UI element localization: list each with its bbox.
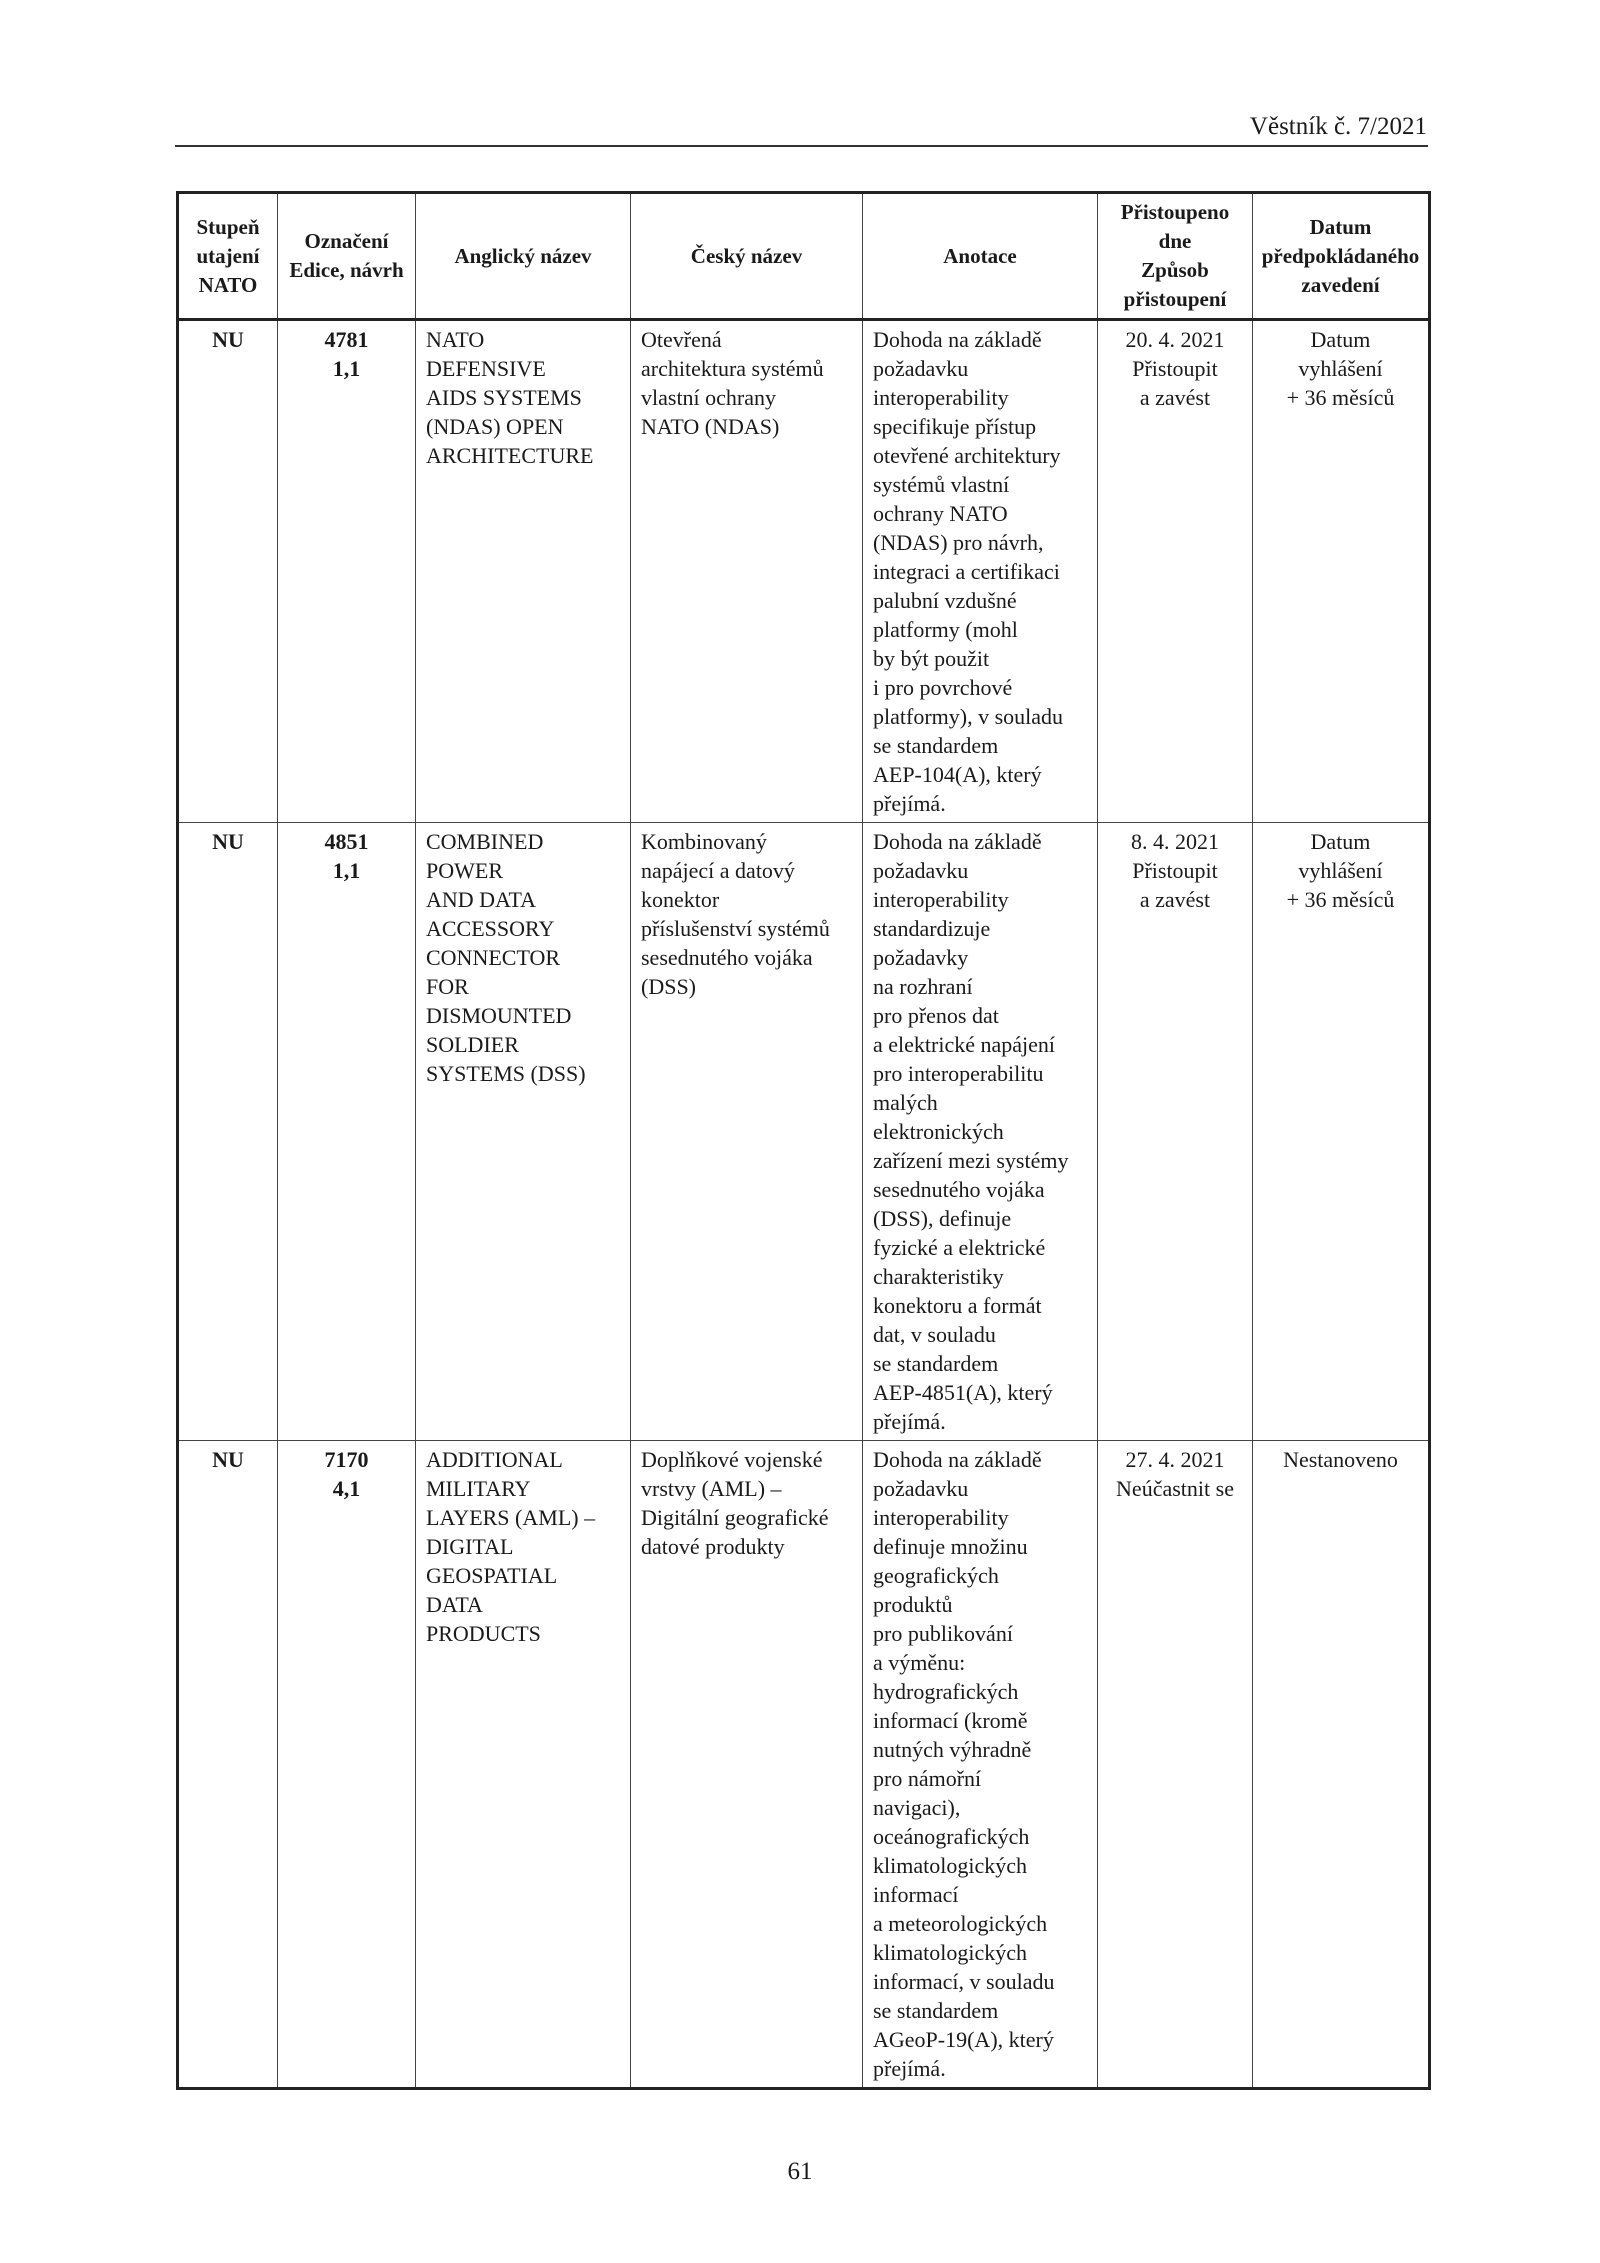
cell-czech-name: Doplňkové vojenské vrstvy (AML) – Digitální geografické datové produkty	[631, 1441, 863, 2089]
column-header-accession: Přistoupeno dne Způsob přistoupení	[1098, 193, 1253, 320]
cell-classification: NU	[178, 1441, 278, 2089]
cell-implementation: Datum vyhlášení + 36 měsíců	[1253, 320, 1430, 823]
cell-english-name: ADDITIONAL MILITARY LAYERS (AML) – DIGITAL GEOSPATIAL DATA PRODUCTS	[416, 1441, 631, 2089]
cell-accession: 8. 4. 2021 Přistoupit a zavést	[1098, 823, 1253, 1441]
table-row	[178, 320, 1430, 823]
table-header-row	[178, 193, 1430, 320]
cell-designation: 4851 1,1	[278, 823, 416, 1441]
column-header-english-name: Anglický název	[416, 193, 631, 320]
column-header-annotation: Anotace	[863, 193, 1098, 320]
cell-accession: 27. 4. 2021 Neúčastnit se	[1098, 1441, 1253, 2089]
table-row	[178, 1441, 1430, 2089]
page-header-title: Věstník č. 7/2021	[1249, 113, 1427, 140]
column-header-designation: Označení Edice, návrh	[278, 193, 416, 320]
column-header-implementation: Datum předpokládaného zavedení	[1253, 193, 1430, 320]
cell-implementation: Datum vyhlášení + 36 měsíců	[1253, 823, 1430, 1441]
cell-implementation: Nestanoveno	[1253, 1441, 1430, 2089]
header-divider	[175, 145, 1428, 147]
table-body	[178, 320, 1430, 2089]
cell-classification: NU	[178, 320, 278, 823]
table-header	[178, 193, 1430, 320]
page-number: 61	[787, 2158, 813, 2185]
cell-classification: NU	[178, 823, 278, 1441]
cell-designation: 7170 4,1	[278, 1441, 416, 2089]
cell-czech-name: Kombinovaný napájecí a datový konektor příslušenství systémů sesednutého vojáka (DSS)	[631, 823, 863, 1441]
column-header-classification: Stupeň utajení NATO	[178, 193, 278, 320]
column-header-czech-name: Český název	[631, 193, 863, 320]
cell-english-name: NATO DEFENSIVE AIDS SYSTEMS (NDAS) OPEN ARCHITECTURE	[416, 320, 631, 823]
cell-designation: 4781 1,1	[278, 320, 416, 823]
cell-english-name: COMBINED POWER AND DATA ACCESSORY CONNECTOR FOR DISMOUNTED SOLDIER SYSTEMS (DSS)	[416, 823, 631, 1441]
cell-annotation: Dohoda na základě požadavku interoperability specifikuje přístup otevřené architektury systémů vlastní ochrany NATO (NDAS) pro návrh, integraci a certifikaci palubní vzdušné platformy (mohl by být použit i pro povrchové platformy), v souladu se standardem AEP-104(A), který přejímá.	[863, 320, 1098, 823]
cell-accession: 20. 4. 2021 Přistoupit a zavést	[1098, 320, 1253, 823]
cell-annotation: Dohoda na základě požadavku interoperability definuje množinu geografických produktů pro publikování a výměnu: hydrografických informací (kromě nutných výhradně pro námořní navigaci), oceánografických klimatologických informací a meteorologických klimatologických informací, v souladu se standardem AGeoP-19(A), který přejímá.	[863, 1441, 1098, 2089]
cell-annotation: Dohoda na základě požadavku interoperability standardizuje požadavky na rozhraní pro přenos dat a elektrické napájení pro interoperabilitu malých elektronických zařízení mezi systémy sesednutého vojáka (DSS), definuje fyzické a elektrické charakteristiky konektoru a formát dat, v souladu se standardem AEP-4851(A), který přejímá.	[863, 823, 1098, 1441]
table-row	[178, 823, 1430, 1441]
standards-table	[176, 191, 1431, 2090]
cell-czech-name: Otevřená architektura systémů vlastní ochrany NATO (NDAS)	[631, 320, 863, 823]
